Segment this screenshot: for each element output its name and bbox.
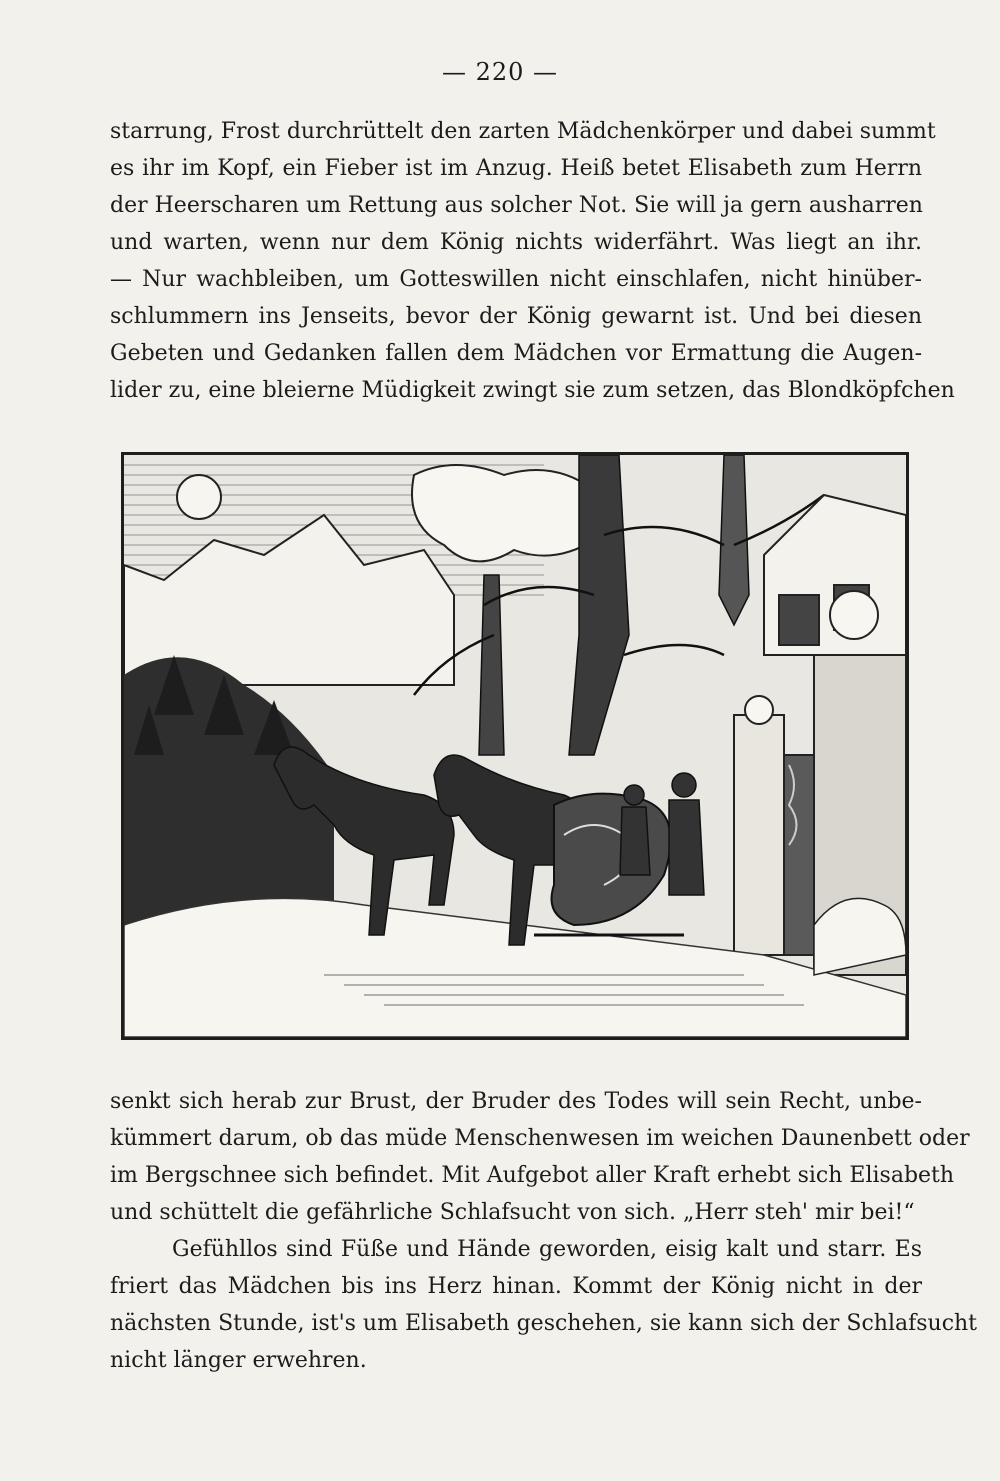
text-line: der Heerscharen um Rettung aus solcher Not. Sie will ja gern ausharren <box>110 193 923 218</box>
paragraph-top <box>110 113 955 409</box>
text-line: und schüttelt die gefährliche Schlafsucht von sich. „Herr steh' mir bei!“ <box>110 1200 915 1225</box>
text-line: lider zu, eine bleierne Müdigkeit zwingt sie zum setzen, das Blondköpfchen <box>110 378 955 403</box>
text-line: es ihr im Kopf, ein Fieber ist im Anzug. Heiß betet Elisabeth zum Herrn <box>110 156 922 181</box>
text-line: nächsten Stunde, ist's um Elisabeth geschehen, sie kann sich der Schlafsucht <box>110 1311 978 1336</box>
text-line: Gefühllos sind Füße und Hände geworden, eisig kalt und starr. Es <box>172 1237 922 1262</box>
paragraph-bottom <box>110 1083 978 1379</box>
text-line: im Bergschnee sich befindet. Mit Aufgebot aller Kraft erhebt sich Elisabeth <box>110 1163 955 1188</box>
text-line: schlummern ins Jenseits, bevor der König gewarnt ist. Und bei diesen <box>110 304 922 329</box>
sleigh <box>534 794 684 935</box>
text-line: friert das Mädchen bis ins Herz hinan. Kommt der König nicht in der <box>110 1274 922 1299</box>
text-line: — Nur wachbleiben, um Gotteswillen nicht einschlafen, nicht hinüber- <box>110 267 922 292</box>
moon <box>177 475 221 519</box>
text-line: Gebeten und Gedanken fallen dem Mädchen vor Ermattung die Augen- <box>110 341 922 366</box>
page-number: — 220 — <box>441 58 559 86</box>
text-line: nicht länger erwehren. <box>110 1348 367 1373</box>
text-line: senkt sich herab zur Brust, der Bruder des Todes will sein Recht, unbe- <box>110 1089 922 1114</box>
text-line: starrung, Frost durchrüttelt den zarten Mädchenkörper und dabei summt <box>110 119 936 144</box>
sleigh-illustration <box>121 452 909 1040</box>
text-line: kümmert darum, ob das müde Menschenwesen im weichen Daunenbett oder <box>110 1126 970 1151</box>
text-line: und warten, wenn nur dem König nichts widerfährt. Was liegt an ihr. <box>110 230 922 255</box>
